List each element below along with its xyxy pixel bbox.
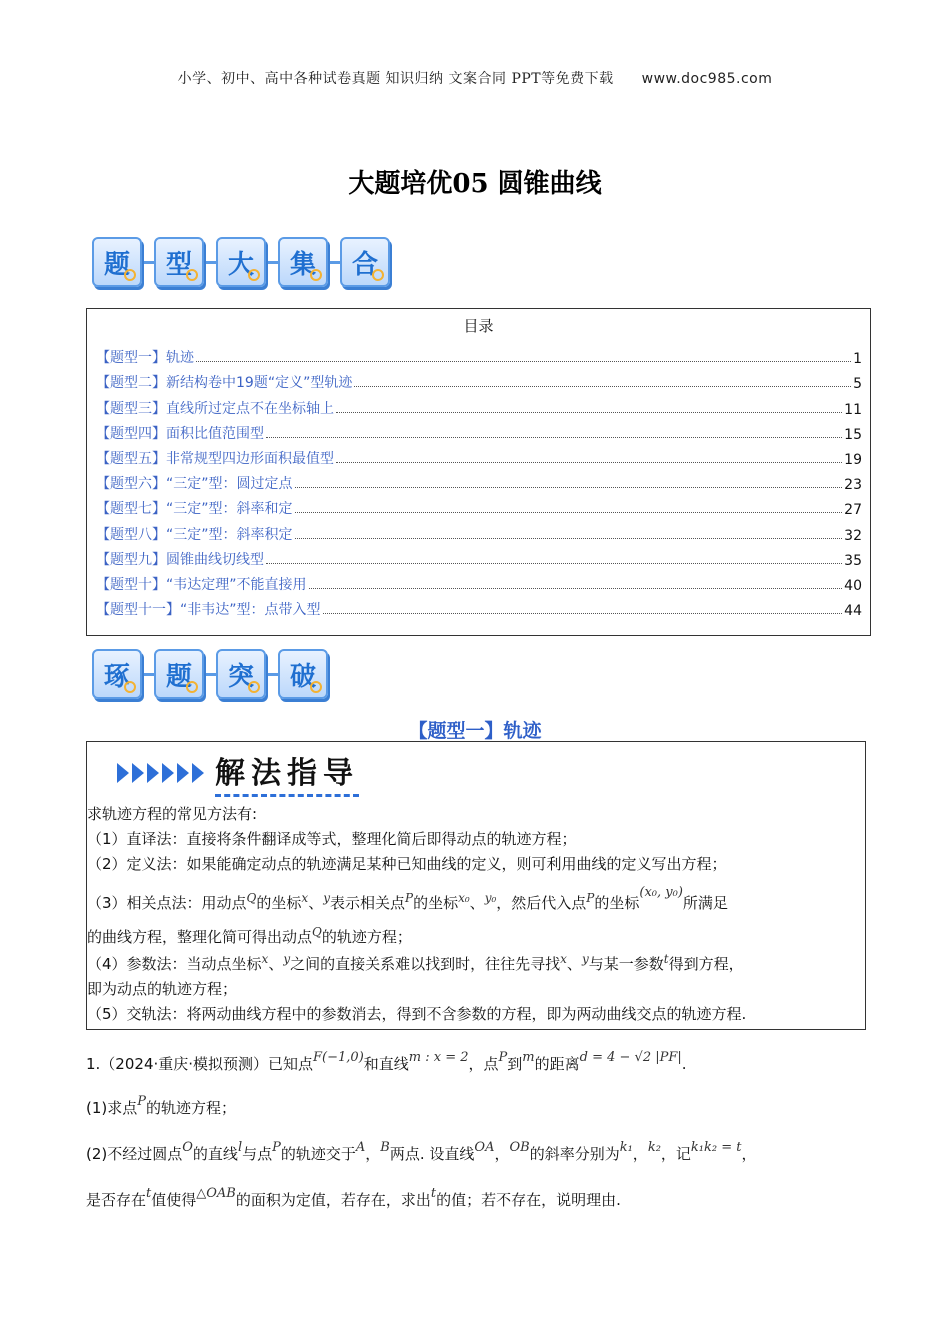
table-of-contents [86, 308, 871, 636]
method-item-3: （3）相关点法：用动点$^Q$的坐标$^x$、$^y$表示相关点$^P$的坐标$^{x_0}$、$^{y_0}$，然后代入点$^P$的坐标(x₀, y₀)所满足 [87, 885, 728, 913]
banner-connector [142, 261, 154, 264]
problem-part-2: (2)不经过圆点O的直线l与点P的轨迹交于A，B两点. 设直线OA，OB的斜率分别为k₁，k₂，记k₁k₂ = t， [86, 1140, 757, 1163]
section-title: 【题型一】轨迹 [408, 720, 542, 742]
problem-part-1: (1)求点P的轨迹方程； [86, 1094, 237, 1117]
page-header [0, 68, 950, 88]
problem-part-2-cont: 是否存在t值使得△OAB的面积为定值，若存在，求出t的值；若不存在，说明理由. [86, 1186, 621, 1209]
toc-heading: 目录 [463, 317, 494, 335]
toc-entry-page: 32 [844, 527, 862, 544]
toc-leader-dots [266, 563, 842, 564]
method-item-3-cont: 的曲线方程，整理化简可得出动点$^Q$的轨迹方程； [87, 925, 412, 947]
toc-entry-page: 19 [844, 451, 862, 468]
toc-leader-dots [295, 512, 843, 513]
toc-leader-dots [336, 412, 842, 413]
toc-entry-page: 11 [844, 401, 862, 418]
toc-entry[interactable] [87, 342, 870, 367]
toc-entry[interactable] [87, 418, 870, 443]
method-item-1: （1）直译法：直接将条件翻译成等式，整理化简后即得动点的轨迹方程； [87, 829, 577, 848]
method-guide-box [86, 741, 866, 1030]
banner-tile: 琢 [92, 649, 142, 699]
toc-entry-label[interactable]: 【题型八】“三定”型：斜率积定 [96, 526, 293, 543]
toc-entry-label[interactable]: 【题型三】直线所过定点不在坐标轴上 [96, 400, 334, 417]
method-body [87, 802, 857, 1026]
toc-leader-dots [295, 487, 843, 488]
banner-connector [204, 261, 216, 264]
banner-tile: 型 [154, 237, 204, 287]
toc-leader-dots [295, 538, 843, 539]
toc-entry[interactable] [87, 493, 870, 518]
page-title: 大题培优05 圆锥曲线 [348, 169, 602, 199]
toc-list [87, 342, 870, 619]
problem-1 [86, 1040, 876, 1220]
method-item-2: （2）定义法：如果能确定动点的轨迹满足某种已知曲线的定义，则可利用曲线的定义写出方程； [87, 854, 727, 873]
banner-tile: 题 [154, 649, 204, 699]
toc-leader-dots [196, 361, 851, 362]
banner-tile: 破 [278, 649, 328, 699]
banner-breakthrough [92, 649, 328, 699]
toc-entry[interactable] [87, 468, 870, 493]
toc-entry-page: 15 [844, 426, 862, 443]
toc-entry-page: 23 [844, 477, 862, 494]
toc-entry-page: 1 [853, 351, 862, 368]
toc-leader-dots [323, 613, 843, 614]
header-site: www.doc985.com [641, 71, 773, 87]
toc-entry-label[interactable]: 【题型二】新结构卷中19题“定义”型轨迹 [96, 375, 353, 392]
toc-leader-dots [266, 437, 842, 438]
toc-entry[interactable] [87, 544, 870, 569]
banner-connector [204, 673, 216, 676]
banner-connector [142, 673, 154, 676]
toc-entry-label[interactable]: 【题型四】面积比值范围型 [96, 425, 264, 442]
toc-entry[interactable] [87, 443, 870, 468]
toc-entry-label[interactable]: 【题型六】“三定”型：圆过定点 [96, 476, 293, 493]
toc-leader-dots [336, 462, 842, 463]
method-item-4-cont: 即为动点的轨迹方程； [87, 979, 238, 998]
banner-tile: 集 [278, 237, 328, 287]
banner-question-types [92, 237, 390, 287]
problem-stem: 1.（2024·重庆·模拟预测）已知点F(−1,0)和直线m : x = 2，点P到m的距离d = 4 − √2 |PF|. [86, 1050, 687, 1073]
toc-entry-label[interactable]: 【题型十一】“非韦达”型：点带入型 [96, 602, 321, 619]
toc-leader-dots [354, 386, 851, 387]
toc-entry[interactable] [87, 594, 870, 619]
method-item-4: （4）参数法：当动点坐标$^x$、$^y$之间的直接关系难以找到时，往往先寻找$^x$、$^y$与某一参数$^t$得到方程， [87, 952, 744, 973]
toc-entry[interactable] [87, 518, 870, 543]
toc-entry-page: 40 [844, 577, 862, 594]
toc-entry-label[interactable]: 【题型七】“三定”型：斜率和定 [96, 501, 293, 518]
toc-entry-label[interactable]: 【题型一】轨迹 [96, 350, 194, 367]
toc-entry-page: 44 [844, 603, 862, 620]
toc-entry[interactable] [87, 392, 870, 417]
banner-connector [266, 261, 278, 264]
toc-entry-page: 27 [844, 502, 862, 519]
banner-tile: 题 [92, 237, 142, 287]
banner-connector [328, 261, 340, 264]
method-header [117, 748, 359, 797]
toc-leader-dots [309, 588, 843, 589]
toc-entry-label[interactable]: 【题型十】“韦达定理”不能直接用 [96, 576, 307, 593]
banner-tile: 合 [340, 237, 390, 287]
chevron-arrows-icon [117, 763, 207, 783]
toc-entry-page: 5 [853, 376, 862, 393]
toc-entry-label[interactable]: 【题型五】非常规型四边形面积最值型 [96, 450, 334, 467]
banner-tile: 大 [216, 237, 266, 287]
toc-entry[interactable] [87, 569, 870, 594]
toc-entry-page: 35 [844, 552, 862, 569]
method-intro: 求轨迹方程的常见方法有: [87, 805, 258, 823]
header-text: 小学、初中、高中各种试卷真题 知识归纳 文案合同 PPT等免费下载 [177, 71, 614, 87]
toc-entry[interactable] [87, 367, 870, 392]
method-item-5: （5）交轨法：将两动曲线方程中的参数消去，得到不含参数的方程，即为两动曲线交点的轨迹方程. [87, 1004, 747, 1023]
method-title: 解法指导 [215, 748, 359, 797]
banner-connector [266, 673, 278, 676]
banner-tile: 突 [216, 649, 266, 699]
toc-entry-label[interactable]: 【题型九】圆锥曲线切线型 [96, 551, 264, 568]
